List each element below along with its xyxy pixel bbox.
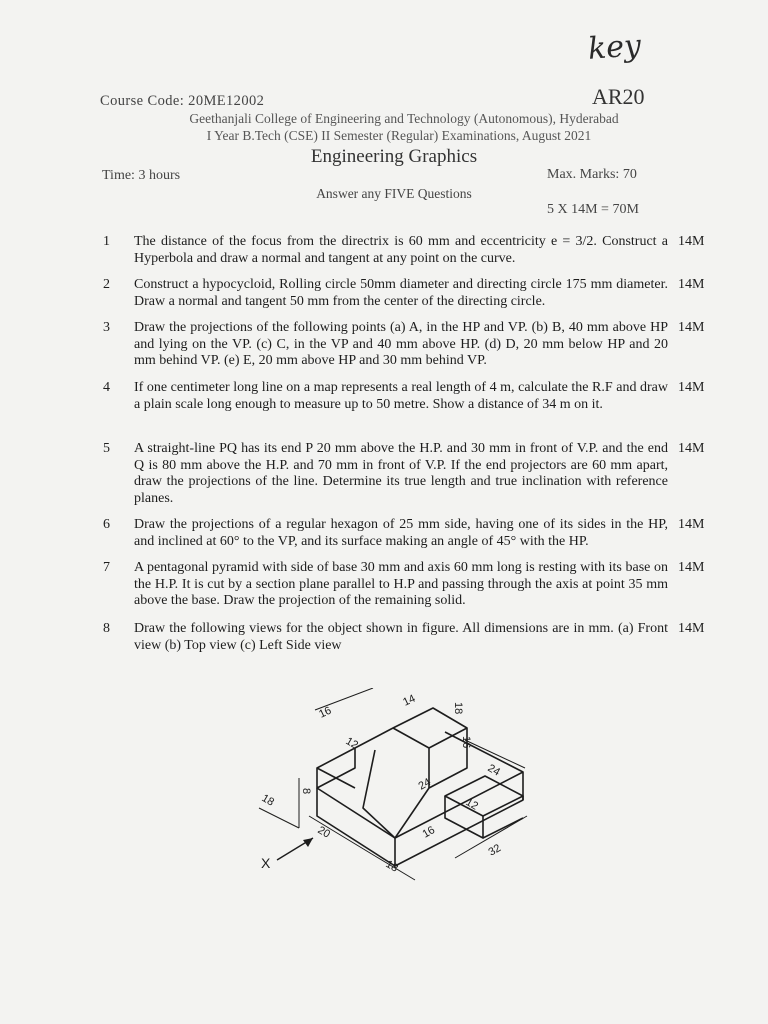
question-marks: 14M (678, 320, 705, 335)
regulation-scheme: AR20 (592, 84, 645, 109)
question-number: 7 (103, 560, 110, 575)
dim-label: 16 (420, 824, 438, 841)
question-marks: 14M (678, 277, 705, 292)
question-marks: 14M (678, 380, 705, 395)
dim-label: 16 (460, 736, 472, 749)
dim-label: 18 (383, 858, 401, 875)
dim-label: 20 (315, 824, 333, 841)
dim-label: 16 (317, 704, 334, 721)
exam-title: I Year B.Tech (CSE) II Semester (Regular) Examinations, August 2021 (206, 128, 592, 143)
question-number: 4 (103, 380, 110, 395)
dimension-labels (260, 693, 504, 875)
question-marks: 14M (678, 560, 705, 575)
dim-label: 32 (486, 842, 504, 859)
instruction: Answer any FIVE Questions (316, 186, 472, 201)
view-arrow-label: X (261, 855, 271, 871)
dim-label: 12 (343, 735, 361, 752)
question-number: 2 (103, 277, 110, 292)
dim-label: 14 (401, 692, 418, 709)
handwritten-key: key (586, 28, 643, 67)
dim-label: 12 (463, 796, 481, 813)
question-marks: 14M (678, 621, 705, 636)
college-name: Geethanjali College of Engineering and Technology (Autonomous), Hyderabad (189, 111, 619, 126)
dim-label: 18 (452, 702, 464, 715)
question-number: 1 (103, 234, 110, 249)
marks-formula: 5 X 14M = 70M (547, 202, 639, 217)
question-text: A pentagonal pyramid with side of base 30 mm and axis 60 mm long is resting with its base on the H.P. It is cut by a section plane parallel to H.P and passing through the axis at point 35 mm above the base. Draw the projection of the remaining solid. (134, 560, 668, 608)
dim-label: 24 (485, 762, 503, 779)
time-duration: Time: 3 hours (102, 168, 181, 183)
question-text: Construct a hypocycloid, Rolling circle 50mm diameter and directing circle 175 mm diameter. Draw a normal and tangent 50 mm from the center of the directing circle. (134, 277, 668, 309)
isometric-figure (255, 688, 545, 893)
question-marks: 14M (678, 517, 705, 532)
subject-title: Engineering Graphics (310, 146, 478, 167)
question-number: 5 (103, 441, 110, 456)
question-number: 6 (103, 517, 110, 532)
dim-label: 24 (416, 776, 434, 793)
question-text: If one centimeter long line on a map represents a real length of 4 m, calculate the R.F and draw a plain scale long enough to measure up to 50 metre. Show a distance of 34 m on it. (134, 380, 668, 412)
question-text: Draw the projections of a regular hexagon of 25 mm side, having one of its sides in the HP, and inclined at 60° to the VP, and its surface making an angle of 45° with the HP. (134, 517, 668, 549)
isometric-drawing (255, 688, 545, 893)
dimension-lines (259, 688, 527, 880)
dim-label: 18 (259, 792, 277, 809)
dim-label: 8 (300, 788, 312, 795)
view-direction-arrow (261, 838, 313, 871)
question-text: Draw the projections of the following points (a) A, in the HP and VP. (b) B, 40 mm above HP and lying on the VP. (c) C, in the VP and 40 mm above HP. (d) D, 20 mm below HP and 20 mm behind VP. (e) E, 20 mm above HP and 30 mm behind VP. (134, 320, 668, 368)
question-number: 3 (103, 320, 110, 335)
question-text: A straight-line PQ has its end P 20 mm above the H.P. and 30 mm in front of V.P. and the end Q is 80 mm above the H.P. and 70 mm in front of V.P. If the end projectors are 60 mm apart, draw the projections of the line. Determine its true length and true inclination with reference planes. (134, 441, 668, 506)
question-number: 8 (103, 621, 110, 636)
course-code: Course Code: 20ME12002 (100, 93, 265, 109)
question-text: The distance of the focus from the directrix is 60 mm and eccentricity e = 3/2. Construct a Hyperbola and draw a normal and tangent at any point on the curve. (134, 234, 668, 266)
max-marks: Max. Marks: 70 (547, 167, 637, 182)
question-marks: 14M (678, 441, 705, 456)
question-marks: 14M (678, 234, 705, 249)
question-text: Draw the following views for the object shown in figure. All dimensions are in mm. (a) Front view (b) Top view (c) Left Side view (134, 621, 668, 653)
